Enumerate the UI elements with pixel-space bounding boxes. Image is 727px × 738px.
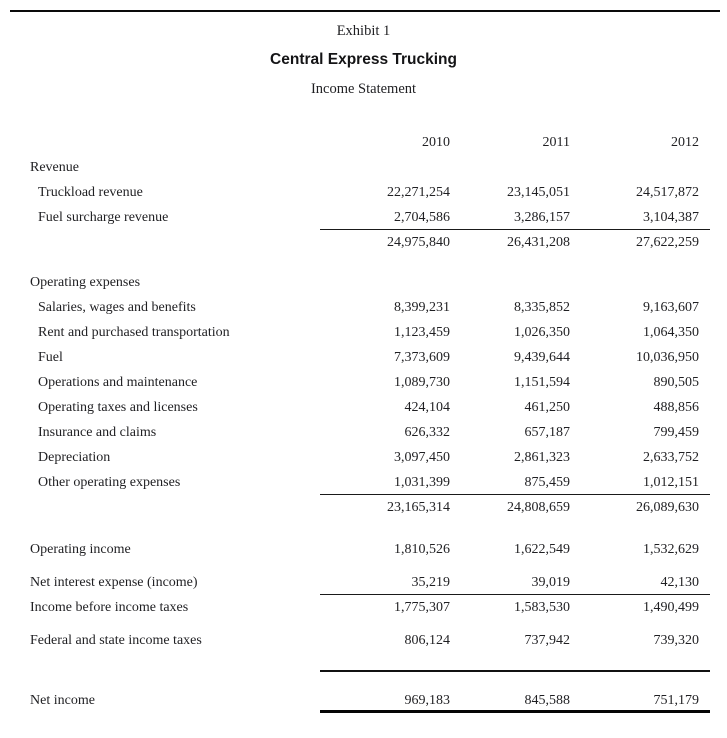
- value-2011: 8,335,852: [514, 300, 570, 315]
- value-2012: 1,532,629: [643, 542, 699, 557]
- value-2010: 626,332: [404, 425, 450, 440]
- row-label: Net income: [30, 693, 95, 708]
- row-values: [320, 537, 710, 562]
- table-row-federal-state-income-taxes: [0, 628, 727, 653]
- row-label: Federal and state income taxes: [30, 633, 202, 648]
- value-2012: 1,490,499: [643, 600, 699, 615]
- value-2010: 1,810,526: [394, 542, 450, 557]
- row-label: Operations and maintenance: [38, 375, 198, 390]
- row-values: [320, 345, 710, 370]
- value-2012: 27,622,259: [636, 235, 699, 250]
- value-2011: 845,588: [524, 693, 570, 708]
- row-values: [320, 230, 710, 255]
- exhibit-label: Exhibit 1: [336, 23, 391, 39]
- value-2012: 488,856: [653, 400, 699, 415]
- row-label: Net interest expense (income): [30, 575, 198, 590]
- value-2010: 22,271,254: [387, 185, 450, 200]
- value-2011: 2,861,323: [514, 450, 570, 465]
- table-row-insurance-claims: [0, 420, 727, 445]
- value-2012: 1,064,350: [643, 325, 699, 340]
- top-rule: [10, 10, 720, 12]
- table-row-operating-taxes-licenses: [0, 395, 727, 420]
- value-2012: 2,633,752: [643, 450, 699, 465]
- value-2012: 890,505: [653, 375, 699, 390]
- value-2011: 24,808,659: [507, 500, 570, 515]
- row-values: [320, 570, 710, 595]
- year-header-2010: 2010: [422, 135, 450, 150]
- value-2011: 9,439,644: [514, 350, 570, 365]
- table-row-salaries-wages-benefits: [0, 295, 727, 320]
- row-values: [320, 395, 710, 420]
- row-label: Depreciation: [38, 450, 111, 465]
- value-2011: 657,187: [524, 425, 570, 440]
- row-values: [320, 320, 710, 345]
- value-2011: 1,026,350: [514, 325, 570, 340]
- table-row-rent-purchased-transportation: [0, 320, 727, 345]
- table-row-fuel-surcharge-revenue: [0, 205, 727, 230]
- value-2012: 1,012,151: [643, 475, 699, 490]
- year-header-2012: 2012: [671, 135, 699, 150]
- value-2010: 1,031,399: [394, 475, 450, 490]
- year-header-row: [0, 130, 727, 155]
- value-2012: 3,104,387: [643, 210, 699, 225]
- year-header-2011: 2011: [542, 135, 570, 150]
- table-row-depreciation: [0, 445, 727, 470]
- value-2011: 1,151,594: [514, 375, 570, 390]
- value-2012: 10,036,950: [636, 350, 699, 365]
- value-2011: 1,583,530: [514, 600, 570, 615]
- value-2010: 2,704,586: [394, 210, 450, 225]
- row-values: [320, 295, 710, 320]
- value-2012: 24,517,872: [636, 185, 699, 200]
- row-label: Other operating expenses: [38, 475, 181, 490]
- value-2011: 26,431,208: [507, 235, 570, 250]
- value-2010: 424,104: [404, 400, 450, 415]
- value-2010: 7,373,609: [394, 350, 450, 365]
- value-2011: 461,250: [524, 400, 570, 415]
- value-2010: 3,097,450: [394, 450, 450, 465]
- row-values: [320, 688, 710, 713]
- value-2010: 806,124: [404, 633, 450, 648]
- value-2010: 35,219: [411, 575, 450, 590]
- company-name: Central Express Trucking: [270, 51, 457, 68]
- row-values: [320, 628, 710, 653]
- row-label: Revenue: [30, 160, 79, 175]
- row-values: [320, 495, 710, 520]
- table-row-income-before-taxes: [0, 595, 727, 620]
- row-values: [320, 205, 710, 230]
- year-header-spacer: [0, 130, 320, 155]
- value-2010: 1,775,307: [394, 600, 450, 615]
- row-label: Operating income: [30, 542, 131, 557]
- value-2012: 739,320: [653, 633, 699, 648]
- year-headers: [320, 130, 710, 155]
- row-label: Operating expenses: [30, 275, 141, 290]
- row-values: [320, 595, 710, 620]
- row-label: Salaries, wages and benefits: [38, 300, 196, 315]
- value-2010: 8,399,231: [394, 300, 450, 315]
- table-row-operations-maintenance: [0, 370, 727, 395]
- value-2012: 26,089,630: [636, 500, 699, 515]
- value-2011: 737,942: [524, 633, 570, 648]
- row-label: [0, 230, 320, 255]
- value-2010: 24,975,840: [387, 235, 450, 250]
- value-2012: 799,459: [653, 425, 699, 440]
- table-row-truckload-revenue: [0, 180, 727, 205]
- value-2011: 1,622,549: [514, 542, 570, 557]
- row-label: Income before income taxes: [30, 600, 189, 615]
- table-row-total-revenue: [0, 230, 727, 255]
- income-statement-document: [0, 10, 727, 738]
- pre-net-income-rule: [320, 670, 710, 672]
- value-2011: 875,459: [524, 475, 570, 490]
- row-label: Rent and purchased transportation: [38, 325, 230, 340]
- row-values: [320, 470, 710, 495]
- row-label: Insurance and claims: [38, 425, 157, 440]
- table-row-net-interest-expense: [0, 570, 727, 595]
- row-values: [320, 420, 710, 445]
- table-row-fuel: [0, 345, 727, 370]
- value-2010: 969,183: [404, 693, 450, 708]
- row-label: Fuel: [38, 350, 63, 365]
- section-header-revenue: [0, 155, 727, 180]
- row-label: Operating taxes and licenses: [38, 400, 198, 415]
- value-2011: 39,019: [531, 575, 570, 590]
- value-2011: 23,145,051: [507, 185, 570, 200]
- value-2010: 23,165,314: [387, 500, 450, 515]
- table-row-other-operating-expenses: [0, 470, 727, 495]
- value-2010: 1,123,459: [394, 325, 450, 340]
- row-label: [0, 495, 320, 520]
- table-row-total-operating-expenses: [0, 495, 727, 520]
- value-2012: 42,130: [660, 575, 699, 590]
- row-values: [320, 180, 710, 205]
- value-2010: 1,089,730: [394, 375, 450, 390]
- table-row-operating-income: [0, 537, 727, 562]
- value-2011: 3,286,157: [514, 210, 570, 225]
- row-label: Fuel surcharge revenue: [38, 210, 169, 225]
- row-values: [320, 370, 710, 395]
- table-row-net-income: [0, 688, 727, 713]
- value-2012: 751,179: [653, 693, 699, 708]
- section-header-operating-expenses: [0, 270, 727, 295]
- row-values: [320, 445, 710, 470]
- row-label: Truckload revenue: [38, 185, 143, 200]
- value-2012: 9,163,607: [643, 300, 699, 315]
- statement-title: Income Statement: [310, 81, 417, 97]
